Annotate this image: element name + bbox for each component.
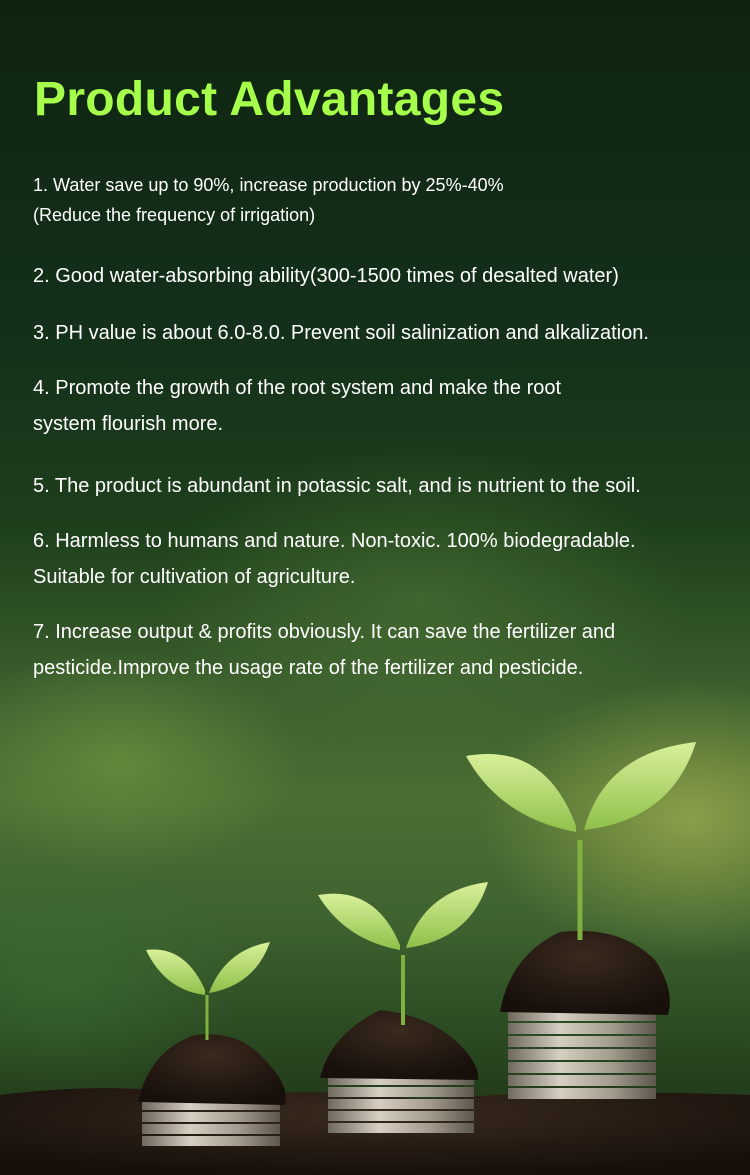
advantage-item-2	[33, 258, 619, 294]
advantage-4-line-1: 4. Promote the growth of the root system and make the root	[33, 377, 562, 399]
advantage-5-line-1: 5. The product is abundant in potassic salt, and is nutrient to the soil.	[33, 475, 641, 497]
advantage-item-5	[33, 468, 641, 504]
advantage-1-line-1: 1. Water save up to 90%, increase production by 25%-40%	[33, 175, 504, 195]
page-title: Product Advantages	[34, 73, 505, 126]
advantage-item-4	[33, 370, 561, 442]
coin-stack-medium	[328, 1075, 474, 1133]
advantage-item-7	[33, 614, 615, 686]
advantage-6-line-1: 6. Harmless to humans and nature. Non-toxic. 100% biodegradable.	[33, 530, 636, 552]
advantage-1-line-2: (Reduce the frequency of irrigation)	[33, 205, 316, 225]
soil-mound-medium	[320, 1010, 478, 1080]
soil-mound-small	[138, 1034, 286, 1105]
advantage-7-line-2: pesticide.Improve the usage rate of the fertilizer and pesticide.	[33, 657, 584, 679]
advantage-2-line-1: 2. Good water-absorbing ability(300-1500 times of desalted water)	[33, 265, 619, 287]
soil-mound-tall	[500, 931, 670, 1015]
seedling-tall	[466, 742, 696, 940]
advantage-3-line-1: 3. PH value is about 6.0-8.0. Prevent soil salinization and alkalization.	[33, 322, 649, 344]
advantage-item-3	[33, 315, 649, 351]
advantage-6-line-2: Suitable for cultivation of agriculture.	[33, 566, 356, 588]
coin-stack-tall	[508, 1010, 656, 1099]
seedling-small	[146, 942, 270, 1040]
advantage-7-line-1: 7. Increase output & profits obviously. It can save the fertilizer and	[33, 621, 616, 643]
advantage-item-6	[33, 523, 636, 595]
seedling-medium	[318, 882, 488, 1025]
advantage-4-line-2: system flourish more.	[33, 413, 224, 435]
advantage-item-1	[33, 170, 504, 230]
